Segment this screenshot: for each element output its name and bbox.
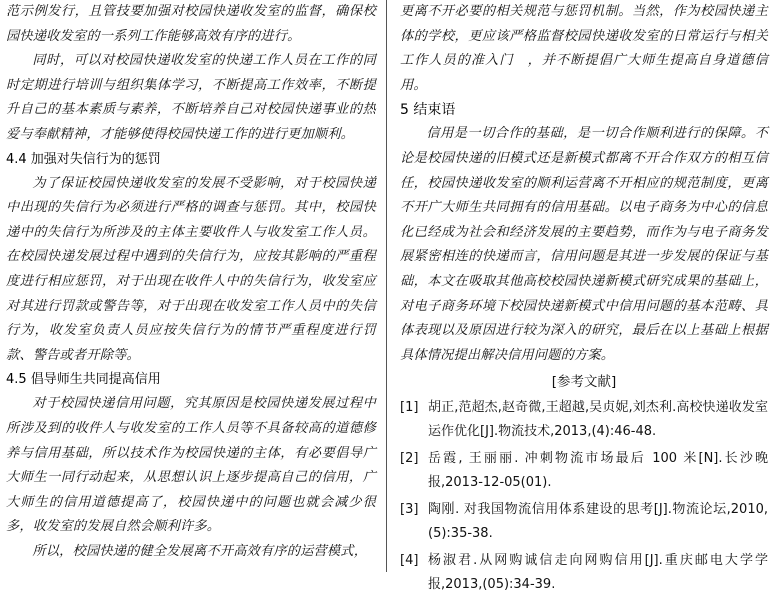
column-divider xyxy=(386,0,387,572)
reference-text: 杨淑君.从网购诚信走向网购信用[J].重庆邮电大学学报,2013,(05):34-39. xyxy=(428,553,768,592)
reference-item xyxy=(400,549,768,596)
reference-text: 岳霞, 王丽丽. 冲刺物流市场最后 100 米[N].长沙晚报,2013-12-05(01). xyxy=(428,451,768,490)
reference-text: 陶刚. 对我国物流信用体系建设的思考[J].物流论坛,2010,(5):35-38. xyxy=(428,502,768,541)
left-paragraph-1: 范示例发行，且管技要加强对校园快递收发室的监督，确保校园快递收发室的一系列工作能够高效有序的进行。 xyxy=(6,4,376,44)
left-paragraph-5: 所以，校园快递的健全发展离不开高效有序的运营模式， xyxy=(32,543,368,559)
section-heading-4-5: 4.5 倡导师生共同提高信用 xyxy=(6,372,161,388)
left-paragraph-2: 同时，可以对校园快递收发室的快递工作人员在工作的同时定期进行培训与组织集体学习，不断提高工作效率，不断提升自己的基本素质与素养，不断培养自己对校园快递事业的热爱与奉献精神，才能够使得校园快递工作的进行更加顺利。 xyxy=(6,53,376,142)
left-paragraph-3: 为了保证校园快递收发室的发展不受影响，对于校园快递中出现的失信行为必须进行严格的调查与惩罚。其中，校园快递中的失信行为所涉及的主体主要收件人与收发室工作人员。在校园快递发展过程中遇到的失信行为，应按其影响的严重程度进行相应惩罚，对于出现在收件人中的失信行为，收发室应对其进行罚款或警告等，对于出现在收发室工作人员中的失信行为，收发室负责人员应按失信行为的情节严重程度进行罚款、警告或者开除等。 xyxy=(6,175,376,363)
reference-item xyxy=(400,498,768,545)
right-paragraph-2: 信用是一切合作的基础，是一切合作顺利进行的保障。不论是校园快递的旧模式还是新模式都离不开合作双方的相互信任，校园快递收发室的顺利运营离不开相应的规范制度，更离不开广大师生共同拥有的信用基础。以电子商务为中心的信息化已经成为社会和经济发展的主要趋势，而作为与电子商务发展紧密相连的快递而言，信用问题是其进一步发展的保证与基础，本文在吸取其他高校校园快递新模式研究成果的基础上，对电子商务环境下校园快递新模式中信用问题的基本范畴、具体表现以及原因进行较为深入的研究，最后在以上基础上根据具体情况提出解决信用问题的方案。 xyxy=(400,126,768,363)
reference-item xyxy=(400,447,768,494)
right-paragraph-1: 更离不开必要的相关规范与惩罚机制。当然，作为校园快递主体的学校，更应该严格监督校园快递收发室的日常运行与相关工作人员的准入门 ，并不断提倡广大师生提高自身道德信用。 xyxy=(400,4,768,93)
reference-number: [2] xyxy=(400,451,419,467)
reference-number: [1] xyxy=(400,400,419,416)
left-column xyxy=(0,0,376,564)
references-list xyxy=(400,396,768,596)
reference-text: 胡正,范超杰,赵奇微,王超越,吴贞妮,刘杰利.高校快递收发室运作优化[J].物流技术,2013,(4):46-48. xyxy=(428,400,768,439)
section-heading-5: 5 结束语 xyxy=(400,102,456,119)
reference-number: [3] xyxy=(400,502,419,518)
section-heading-4-4: 4.4 加强对失信行为的惩罚 xyxy=(6,151,161,167)
left-paragraph-4: 对于校园快递信用问题，究其原因是校园快递发展过程中所涉及到的收件人与收发室的工作人员等不具备较高的道德修养与信用基础，所以技术作为校园快递的主体，有必要倡导广大师生一同行动起来，从思想认识上逐步提高自己的信用，广大师生的信用道德提高了，校园快递中的问题也就会减少很多，收发室的发展自然会顺利许多。 xyxy=(6,396,376,535)
reference-item xyxy=(400,396,768,443)
references-heading: [参考文献] xyxy=(551,374,617,391)
reference-number: [4] xyxy=(400,553,419,569)
right-column xyxy=(396,0,771,600)
